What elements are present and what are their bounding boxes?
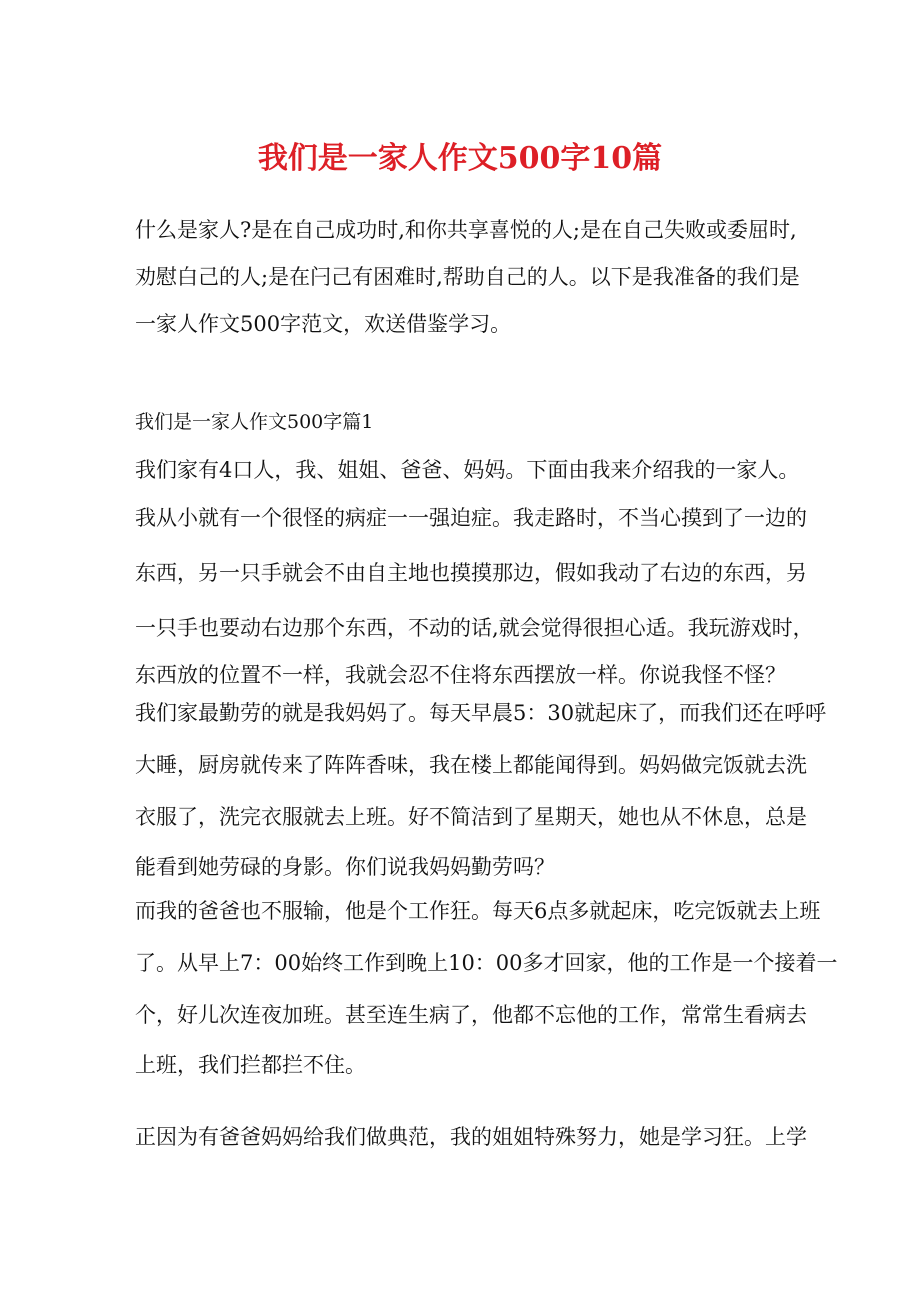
essay-line: 我从小就有一个很怪的病症一一强迫症。我走路时，不当心摸到了一边的 <box>135 506 807 530</box>
continuation-line: 正因为有爸爸妈妈给我们做典范，我的姐姐特殊努力，她是学习狂。上学 <box>135 1125 807 1149</box>
essay-line: 能看到她劳碌的身影。你们说我妈妈勤劳吗？ <box>135 855 555 879</box>
essay-body <box>135 458 838 1077</box>
essay-line: 个，好儿次连夜加班。甚至连生病了，他都不忘他的工作，常常生看病去 <box>135 1003 807 1027</box>
document-title: 我们是一家人作文500字10篇 <box>257 141 663 176</box>
essay-line: 上班，我们拦都拦不住。 <box>135 1053 366 1077</box>
intro-paragraph <box>135 218 800 336</box>
essay-line: 东西放的位置不一样，我就会忍不住将东西摆放一样。你说我怪不怪？ <box>135 663 786 687</box>
intro-line-1: 什么是家人?是在自己成功时,和你共享喜悦的人;是在自己失败或委屈时, <box>135 218 797 242</box>
essay-line: 我们家最勤劳的就是我妈妈了。每天早晨5：30就起床了，而我们还在呼呼 <box>135 701 827 725</box>
continuation-paragraph <box>135 1125 807 1149</box>
essay-line: 一只手也要动右边那个东西，不动的话,就会觉得很担心适。我玩游戏时， <box>135 616 814 640</box>
intro-line-3: 一家人作文500字范文，欢送借鉴学习。 <box>135 312 512 336</box>
section-heading <box>135 410 785 434</box>
essay-line: 大睡，厨房就传来了阵阵香味，我在楼上都能闻得到。妈妈做完饭就去洗 <box>135 753 807 777</box>
essay-line: 衣服了，洗完衣服就去上班。好不简洁到了星期天，她也从不休息，总是 <box>135 805 807 829</box>
essay-line: 了。从早上7：00始终工作到晚上10：00多才回家，他的工作是一个接着一 <box>135 951 838 975</box>
intro-line-2: 劝慰白己的人;是在闩己有困难时,帮助自己的人。以下是我准备的我们是 <box>135 265 800 289</box>
essay-line: 东西，另一只手就会不由自主地也摸摸那边，假如我动了右边的东西，另 <box>135 561 807 585</box>
essay-line: 我们家有4口人，我、姐姐、爸爸、妈妈。下面由我来介绍我的一家人。 <box>135 458 800 482</box>
section-heading-text: 我们是一家人作文500字篇1 <box>135 411 374 433</box>
essay-line: 而我的爸爸也不服输，他是个工作狂。每天6点多就起床，吃完饭就去上班 <box>135 899 821 923</box>
